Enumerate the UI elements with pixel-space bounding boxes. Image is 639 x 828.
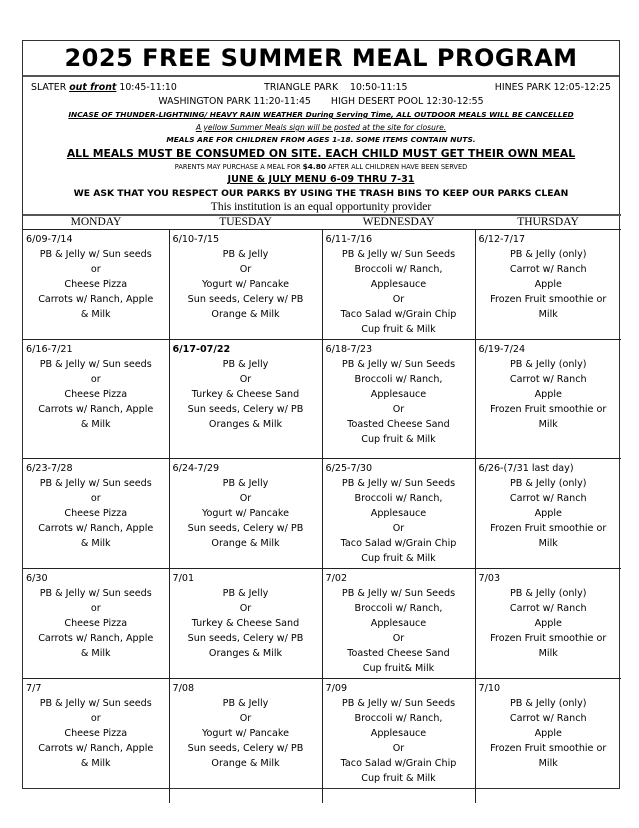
parent-purchase-suffix: AFTER ALL CHILDREN HAVE BEEN SERVED: [326, 163, 468, 171]
menu-cell-monday: [23, 569, 169, 679]
menu-item: PB & Jelly: [222, 249, 269, 260]
menu-item: Cheese Pizza: [64, 728, 128, 739]
menu-item: Cheese Pizza: [64, 279, 128, 290]
menu-item: Yogurt w/ Pancake: [201, 279, 290, 290]
site-high-desert-pool: HIGH DESERT POOL 12:30-12:55: [330, 96, 484, 107]
menu-item: & Milk: [80, 309, 111, 320]
menu-date: 6/16-7/21: [26, 344, 73, 355]
week-row: [23, 679, 621, 803]
menu-item: PB & Jelly w/ Sun Seeds: [341, 359, 456, 370]
menu-item: PB & Jelly w/ Sun seeds: [39, 359, 152, 370]
menu-item: PB & Jelly (only): [509, 588, 587, 599]
menu-item: Frozen Fruit smoothie or: [490, 404, 607, 415]
menu-item: Applesauce: [370, 728, 427, 739]
menu-item: Sun seeds, Celery w/ PB: [187, 633, 304, 644]
menu-item: Applesauce: [370, 279, 427, 290]
menu-item: Orange & Milk: [211, 758, 280, 769]
site-slater-location: out front: [69, 82, 117, 93]
menu-item: Taco Salad w/Grain Chip: [340, 538, 457, 549]
menu-item: PB & Jelly (only): [509, 698, 587, 709]
menu-item: Applesauce: [370, 389, 427, 400]
menu-item: Broccoli w/ Ranch,: [354, 603, 443, 614]
menu-item: PB & Jelly (only): [509, 478, 587, 489]
page-title: 2025 FREE SUMMER MEAL PROGRAM: [23, 41, 619, 77]
closure-sign-notice: A yellow Summer Meals sign will be posted at the site for closure.: [195, 123, 447, 132]
menu-cell-tuesday: [169, 230, 322, 340]
menu-cell-tuesday: [169, 679, 322, 803]
menu-item: PB & Jelly w/ Sun Seeds: [341, 249, 456, 260]
menu-item: Or: [392, 743, 405, 754]
menu-table: [23, 214, 621, 803]
info-section: [23, 77, 619, 214]
menu-item: Carrots w/ Ranch, Apple: [38, 294, 154, 305]
menu-date: 6/17-07/22: [172, 344, 231, 355]
menu-item: Frozen Fruit smoothie or: [490, 633, 607, 644]
menu-item: Carrot w/ Ranch: [509, 713, 587, 724]
parent-meal-price: $4.80: [302, 162, 327, 171]
menu-cell-monday: [23, 340, 169, 459]
menu-item: Sun seeds, Celery w/ PB: [187, 743, 304, 754]
menu-item: Cheese Pizza: [64, 508, 128, 519]
menu-item: Cup fruit & Milk: [361, 324, 436, 335]
menu-item: PB & Jelly w/ Sun seeds: [39, 478, 152, 489]
parent-purchase-notice: [23, 161, 619, 173]
menu-cell-wednesday: [322, 679, 475, 803]
menu-item: Sun seeds, Celery w/ PB: [187, 523, 304, 534]
menu-date: 6/25-7/30: [325, 463, 373, 474]
menu-cell-wednesday: [322, 459, 475, 569]
menu-cell-monday: [23, 230, 169, 340]
menu-item: PB & Jelly: [222, 359, 269, 370]
schedule-row-2: [23, 95, 619, 109]
menu-item: PB & Jelly w/ Sun seeds: [39, 588, 152, 599]
menu-date: 6/11-7/16: [325, 234, 373, 245]
weather-notice: INCASE OF THUNDER-LIGHTNING/ HEAVY RAIN WEATHER During Serving Time, ALL OUTDOOR MEALS WILL BE CANCELLED: [68, 110, 574, 119]
site-slater-time: 10:45-11:10: [116, 82, 177, 93]
menu-item: Cup fruit & Milk: [361, 434, 436, 445]
menu-date: 6/12-7/17: [478, 234, 526, 245]
menu-item: Apple: [534, 389, 562, 400]
menu-item: Orange & Milk: [211, 538, 280, 549]
menu-item: Yogurt w/ Pancake: [201, 508, 290, 519]
site-washington-park: WASHINGTON PARK 11:20-11:45: [158, 96, 311, 107]
schedule-row-1: [23, 77, 619, 95]
menu-item: Broccoli w/ Ranch,: [354, 493, 443, 504]
menu-item: Or: [239, 603, 252, 614]
parent-purchase-text: PARENTS MAY PURCHASE A MEAL FOR: [174, 163, 303, 171]
menu-item: Carrots w/ Ranch, Apple: [38, 633, 154, 644]
menu-item: or: [90, 264, 101, 275]
consume-on-site-notice: ALL MEALS MUST BE CONSUMED ON SITE. EACH CHILD MUST GET THEIR OWN MEAL: [66, 147, 576, 160]
menu-item: Cup fruit& Milk: [362, 663, 435, 674]
menu-item: Broccoli w/ Ranch,: [354, 713, 443, 724]
menu-item: Toasted Cheese Sand: [347, 419, 450, 430]
day-header-thursday: THURSDAY: [475, 215, 621, 230]
menu-item: Apple: [534, 279, 562, 290]
menu-item: Milk: [538, 648, 558, 659]
menu-item: Carrots w/ Ranch, Apple: [38, 523, 154, 534]
menu-item: PB & Jelly w/ Sun Seeds: [341, 588, 456, 599]
menu-item: Or: [392, 633, 405, 644]
menu-cell-thursday: [475, 569, 621, 679]
menu-item: Or: [239, 713, 252, 724]
menu-item: Broccoli w/ Ranch,: [354, 264, 443, 275]
menu-cell-thursday: [475, 459, 621, 569]
menu-cell-tuesday: [169, 459, 322, 569]
menu-item: Apple: [534, 728, 562, 739]
menu-item: PB & Jelly w/ Sun seeds: [39, 249, 152, 260]
menu-date: 6/26-(7/31 last day): [478, 463, 574, 474]
menu-item: Applesauce: [370, 618, 427, 629]
menu-date: 7/7: [26, 683, 42, 694]
menu-cell-thursday: [475, 230, 621, 340]
menu-item: Carrot w/ Ranch: [509, 264, 587, 275]
menu-cell-thursday: [475, 679, 621, 803]
menu-date: 6/10-7/15: [172, 234, 220, 245]
menu-item: Frozen Fruit smoothie or: [490, 294, 607, 305]
menu-item: PB & Jelly w/ Sun Seeds: [341, 698, 456, 709]
menu-item: Carrot w/ Ranch: [509, 374, 587, 385]
menu-cell-wednesday: [322, 340, 475, 459]
day-header-tuesday: TUESDAY: [169, 215, 322, 230]
menu-item: Or: [239, 493, 252, 504]
menu-item: Milk: [538, 309, 558, 320]
week-row: [23, 230, 621, 340]
menu-date-range: JUNE & JULY MENU 6-09 THRU 7-31: [227, 174, 415, 185]
menu-item: Carrots w/ Ranch, Apple: [38, 743, 154, 754]
menu-item: or: [90, 374, 101, 385]
menu-item: Turkey & Cheese Sand: [191, 389, 300, 400]
menu-date: 7/09: [325, 683, 348, 694]
menu-item: Taco Salad w/Grain Chip: [340, 758, 457, 769]
menu-item: Or: [392, 404, 405, 415]
menu-date: 7/02: [325, 573, 348, 584]
menu-item: & Milk: [80, 758, 111, 769]
menu-item: Or: [392, 294, 405, 305]
menu-item: Carrots w/ Ranch, Apple: [38, 404, 154, 415]
week-row: [23, 340, 621, 459]
menu-item: or: [90, 493, 101, 504]
menu-item: Oranges & Milk: [208, 648, 283, 659]
menu-item: Sun seeds, Celery w/ PB: [187, 404, 304, 415]
menu-item: Orange & Milk: [211, 309, 280, 320]
menu-date: 6/09-7/14: [26, 234, 73, 245]
site-slater-name: SLATER: [31, 82, 70, 93]
menu-date: 7/03: [478, 573, 501, 584]
menu-item: Or: [239, 374, 252, 385]
menu-item: Milk: [538, 419, 558, 430]
menu-item: Sun seeds, Celery w/ PB: [187, 294, 304, 305]
ages-notice: MEALS ARE FOR CHILDREN FROM AGES 1-18. SOME ITEMS CONTAIN NUTS.: [166, 135, 476, 144]
site-hines-park: HINES PARK 12:05-12:25: [494, 82, 611, 93]
menu-date: 6/30: [26, 573, 48, 584]
menu-item: Cheese Pizza: [64, 618, 128, 629]
week-row: [23, 569, 621, 679]
menu-item: Carrot w/ Ranch: [509, 603, 587, 614]
menu-item: PB & Jelly (only): [509, 359, 587, 370]
menu-cell-wednesday: [322, 230, 475, 340]
equal-opportunity-statement: This institution is an equal opportunity provider: [210, 201, 432, 213]
menu-item: Apple: [534, 618, 562, 629]
menu-item: PB & Jelly: [222, 478, 269, 489]
menu-item: & Milk: [80, 419, 111, 430]
menu-item: & Milk: [80, 538, 111, 549]
menu-date: 6/19-7/24: [478, 344, 526, 355]
menu-item: PB & Jelly (only): [509, 249, 587, 260]
menu-item: Milk: [538, 758, 558, 769]
menu-item: PB & Jelly: [222, 588, 269, 599]
menu-cell-tuesday: [169, 569, 322, 679]
site-triangle-park: TRIANGLE PARK 10:50-11:15: [264, 82, 408, 93]
menu-item: Applesauce: [370, 508, 427, 519]
menu-cell-monday: [23, 679, 169, 803]
menu-item: Cup fruit & Milk: [361, 773, 436, 784]
menu-cell-wednesday: [322, 569, 475, 679]
menu-date: 7/10: [478, 683, 501, 694]
menu-item: Frozen Fruit smoothie or: [490, 743, 607, 754]
menu-item: & Milk: [80, 648, 111, 659]
menu-item: Cheese Pizza: [64, 389, 128, 400]
menu-item: Carrot w/ Ranch: [509, 493, 587, 504]
menu-item: Turkey & Cheese Sand: [191, 618, 300, 629]
trash-bins-notice: WE ASK THAT YOU RESPECT OUR PARKS BY USING THE TRASH BINS TO KEEP OUR PARKS CLEAN: [73, 188, 569, 199]
menu-item: PB & Jelly: [222, 698, 269, 709]
menu-item: Frozen Fruit smoothie or: [490, 523, 607, 534]
menu-cell-thursday: [475, 340, 621, 459]
menu-item: Or: [239, 264, 252, 275]
menu-item: or: [90, 713, 101, 724]
menu-item: Yogurt w/ Pancake: [201, 728, 290, 739]
menu-item: Milk: [538, 538, 558, 549]
menu-item: Or: [392, 523, 405, 534]
menu-cell-tuesday: [169, 340, 322, 459]
menu-item: Toasted Cheese Sand: [347, 648, 450, 659]
menu-date: 7/01: [172, 573, 195, 584]
meal-program-flyer: [22, 40, 620, 789]
menu-cell-monday: [23, 459, 169, 569]
day-header-monday: MONDAY: [23, 215, 169, 230]
menu-item: PB & Jelly w/ Sun Seeds: [341, 478, 456, 489]
menu-item: PB & Jelly w/ Sun seeds: [39, 698, 152, 709]
menu-date: 6/24-7/29: [172, 463, 220, 474]
menu-date: 6/18-7/23: [325, 344, 373, 355]
menu-item: Taco Salad w/Grain Chip: [340, 309, 457, 320]
menu-date: 7/08: [172, 683, 195, 694]
menu-date: 6/23-7/28: [26, 463, 73, 474]
day-header-wednesday: WEDNESDAY: [322, 215, 475, 230]
site-slater: [31, 81, 177, 95]
menu-item: Oranges & Milk: [208, 419, 283, 430]
day-header-row: [23, 215, 621, 230]
menu-item: Broccoli w/ Ranch,: [354, 374, 443, 385]
menu-item: or: [90, 603, 101, 614]
menu-item: Apple: [534, 508, 562, 519]
menu-item: Cup fruit & Milk: [361, 553, 436, 564]
week-row: [23, 459, 621, 569]
